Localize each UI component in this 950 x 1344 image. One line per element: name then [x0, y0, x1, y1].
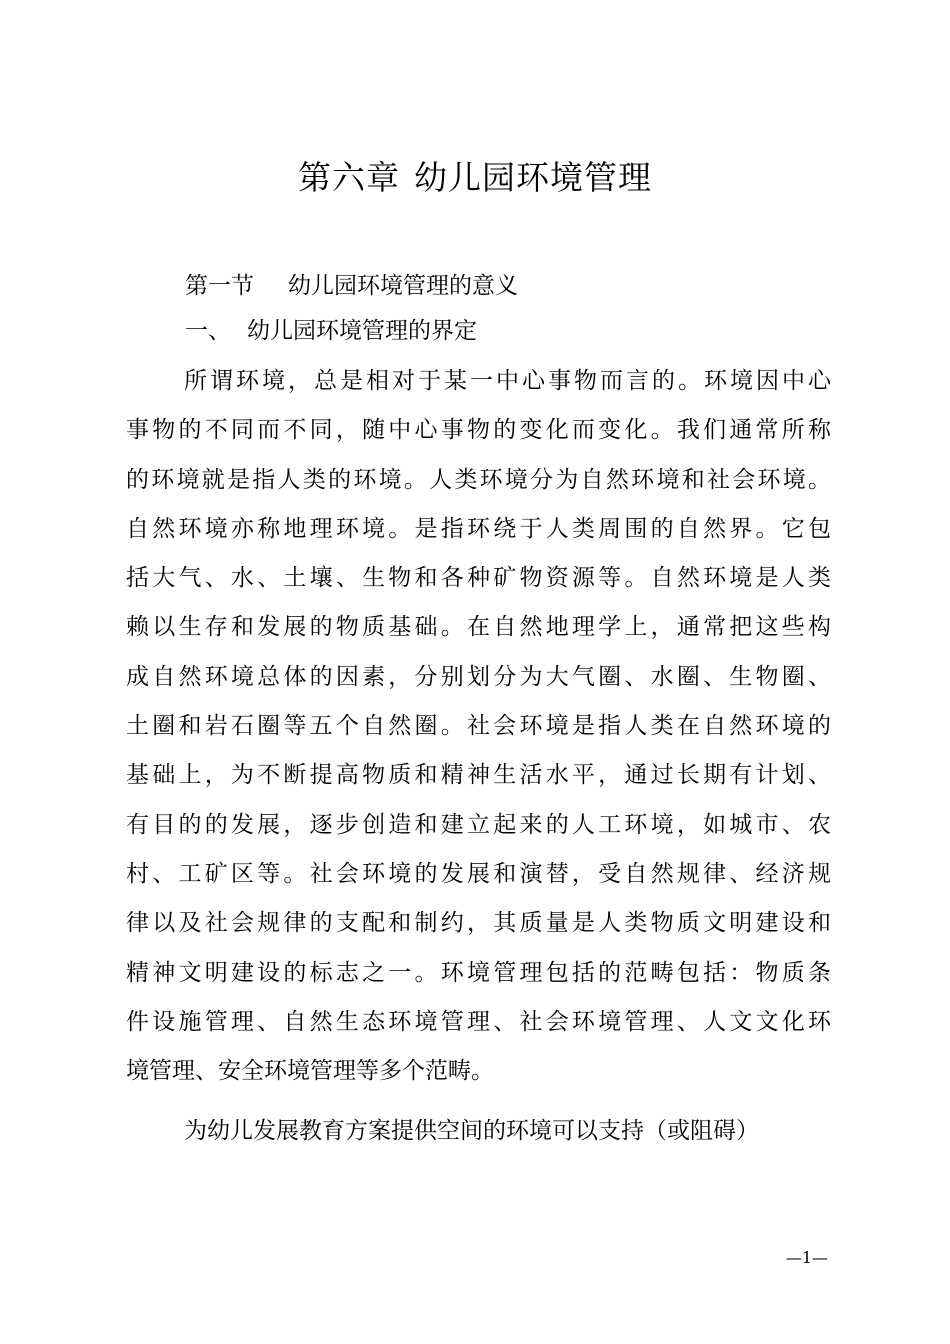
subsection-number: 一、: [185, 318, 231, 344]
chapter-name: 幼儿园环境管理: [414, 158, 652, 197]
chapter-title: [0, 150, 950, 206]
paragraph-line: 有目的的发展，逐步创造和建立起来的人工环境，如城市、农: [126, 811, 831, 838]
paragraph-1: [126, 357, 831, 1096]
paragraph-line: 自然环境亦称地理环境。是指环绕于人类周围的自然界。它包: [126, 515, 831, 542]
subsection-title: 幼儿园环境管理的界定: [247, 318, 477, 344]
chapter-number: 第六章: [298, 158, 400, 197]
section-number: 第一节: [185, 273, 254, 299]
paragraph-line: 境管理、安全环境管理等多个范畴。: [126, 1058, 494, 1085]
paragraph-line: 所谓环境，总是相对于某一中心事物而言的。环境因中心: [184, 368, 831, 394]
paragraph-line: 赖以生存和发展的物质基础。在自然地理学上，通常把这些构: [126, 614, 831, 641]
paragraph-line: 为幼儿发展教育方案提供空间的环境可以支持（或阻碍）: [184, 1118, 759, 1144]
page-number: —1—: [785, 1248, 828, 1267]
paragraph-line: 括大气、水、土壤、生物和各种矿物资源等。自然环境是人类: [126, 565, 831, 592]
paragraph-line: 件设施管理、自然生态环境管理、社会环境管理、人文文化环: [126, 1008, 831, 1035]
paragraph-line: 的环境就是指人类的环境。人类环境分为自然环境和社会环境。: [126, 466, 831, 493]
paragraph-line: 精神文明建设的标志之一。环境管理包括的范畴包括：物质条: [126, 959, 831, 986]
paragraph-line: 土圈和岩石圈等五个自然圈。社会环境是指人类在自然环境的: [126, 713, 831, 740]
section-title: 幼儿园环境管理的意义: [288, 273, 518, 299]
paragraph-line: 事物的不同而不同，随中心事物的变化而变化。我们通常所称: [126, 417, 831, 444]
section-heading: [185, 264, 518, 308]
paragraph-line: 律以及社会规律的支配和制约，其质量是人类物质文明建设和: [126, 910, 831, 937]
paragraph-line: 成自然环境总体的因素，分别划分为大气圈、水圈、生物圈、: [126, 663, 831, 690]
subsection-heading: [185, 309, 477, 353]
paragraph-line: 村、工矿区等。社会环境的发展和演替，受自然规律、经济规: [126, 860, 831, 887]
paragraph-2: [126, 1107, 831, 1156]
paragraph-line: 基础上，为不断提高物质和精神生活水平，通过长期有计划、: [126, 762, 831, 789]
